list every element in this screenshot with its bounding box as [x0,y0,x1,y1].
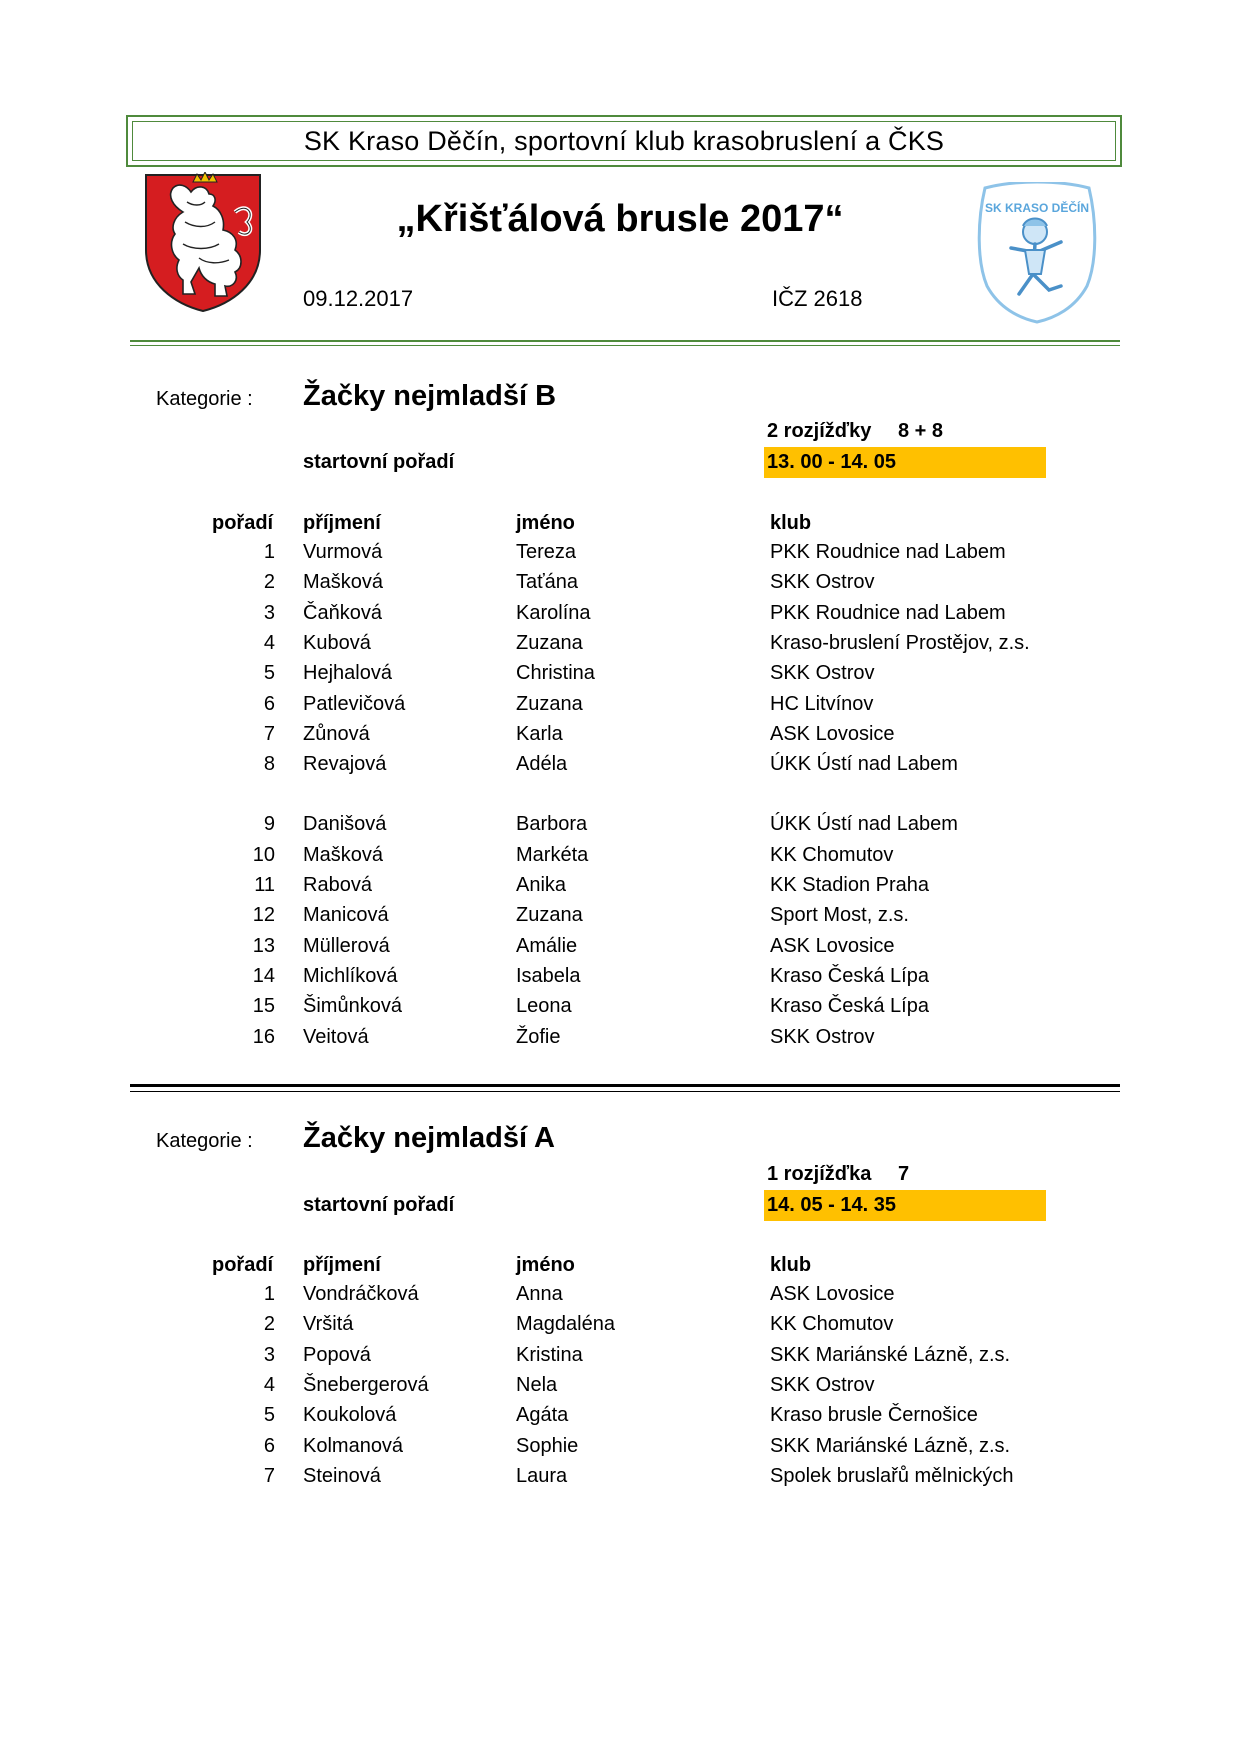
row-club: Sport Most, z.s. [770,904,909,927]
table-row [0,1461,1240,1491]
heats-count: 7 [898,1163,910,1185]
row-surname: Müllerová [303,934,390,957]
row-name: Taťána [516,571,578,594]
table-row [0,598,1240,628]
table-row [0,749,1240,779]
row-club: ÚKK Ústí nad Labem [770,813,958,836]
row-surname: Kolmanová [303,1434,404,1457]
table-row [0,961,1240,991]
row-club: SKK Ostrov [770,571,875,594]
row-surname: Mašková [303,843,384,866]
row-surname: Šimůnková [303,995,402,1018]
row-order: 3 [263,1343,275,1366]
event-title: „Křišťálová brusle 2017“ [396,198,844,240]
col-header-club: klub [770,512,812,534]
row-club: KK Chomutov [770,843,894,866]
row-name: Anna [516,1283,563,1305]
table-row [0,1400,1240,1430]
row-club: Kraso brusle Černošice [770,1404,978,1427]
row-surname: Patlevičová [303,692,406,715]
time-range-badge: 14. 05 - 14. 35 [764,1190,1046,1221]
table-row [0,1022,1240,1052]
table-row [0,719,1240,749]
heats-label: 2 rozjížďky [767,420,872,442]
row-surname: Hejhalová [303,662,392,685]
heats-label: 1 rozjížďka [767,1163,872,1185]
row-order: 14 [252,964,275,987]
col-header-name: jméno [516,1254,575,1276]
category-name: Žačky nejmladší A [303,1122,555,1154]
row-surname: Mašková [303,571,384,594]
row-club: PKK Roudnice nad Labem [770,541,1006,563]
row-surname: Vršitá [303,1313,354,1336]
row-name: Karolína [516,601,591,624]
table-row [0,931,1240,961]
table-row [0,840,1240,870]
row-order: 2 [263,571,275,594]
row-surname: Zůnová [303,722,370,745]
row-club: SKK Ostrov [770,1025,875,1048]
row-order: 5 [263,1404,275,1427]
table-row [0,1370,1240,1400]
row-order: 9 [263,813,275,836]
row-club: SKK Ostrov [770,1373,875,1396]
row-surname: Kubová [303,631,371,654]
row-name: Agáta [516,1404,569,1427]
col-header-surname: příjmení [303,1254,381,1276]
row-surname: Danišová [303,813,387,836]
row-name: Markéta [516,843,589,866]
row-club: SKK Ostrov [770,662,875,685]
event-date: 09.12.2017 [303,286,414,311]
row-surname: Revajová [303,753,387,776]
club-name: SK Kraso Děčín, sportovní klub krasobruslení a ČKS [303,125,945,156]
row-name: Laura [516,1464,568,1487]
header-box-inner [132,121,1116,161]
row-name: Sophie [516,1434,579,1457]
row-name: Tereza [516,541,577,563]
row-surname: Šnebergerová [303,1373,429,1396]
row-club: Spolek bruslařů mělnických [770,1464,1014,1487]
heats-count: 8 + 8 [898,420,944,442]
table-row [0,689,1240,719]
col-header-order: pořadí [212,1254,274,1276]
row-order: 7 [263,722,275,745]
row-name: Nela [516,1373,558,1396]
city-crest-icon [143,172,263,314]
col-header-name: jméno [516,512,575,534]
row-order: 8 [263,753,275,776]
row-name: Leona [516,995,572,1018]
header-box [126,115,1122,167]
row-order: 15 [252,995,275,1018]
row-surname: Čaňková [303,601,382,624]
row-surname: Vondráčková [303,1283,419,1305]
table-row [0,1431,1240,1461]
col-header-club: klub [770,1254,812,1276]
category-label: Kategorie : [156,388,253,410]
row-name: Karla [516,722,563,745]
category-name: Žačky nejmladší B [303,380,557,412]
table-row [0,537,1240,567]
row-surname: Koukolová [303,1404,397,1427]
row-club: HC Litvínov [770,692,874,715]
row-order: 2 [263,1313,275,1336]
header-divider-thin [130,345,1120,346]
row-order: 1 [263,541,275,563]
row-surname: Veitová [303,1025,369,1048]
row-club: ASK Lovosice [770,1283,895,1305]
row-club: ASK Lovosice [770,722,895,745]
table-row [0,900,1240,930]
row-name: Isabela [516,964,581,987]
start-order-label: startovní pořadí [303,451,455,473]
row-name: Zuzana [516,904,583,927]
club-logo-text: SK KRASO DĚČÍN [984,201,1090,215]
row-order: 7 [263,1464,275,1487]
row-club: PKK Roudnice nad Labem [770,601,1006,624]
row-order: 10 [252,843,275,866]
row-order: 12 [252,904,275,927]
row-order: 6 [263,1434,275,1457]
row-order: 3 [263,601,275,624]
start-order-label: startovní pořadí [303,1194,455,1216]
row-order: 16 [252,1025,275,1048]
section-divider [130,1084,1120,1087]
time-range-badge: 13. 00 - 14. 05 [764,447,1046,478]
row-name: Adéla [516,753,568,776]
row-name: Magdaléna [516,1313,615,1336]
row-name: Žofie [516,1025,561,1048]
row-name: Kristina [516,1343,583,1366]
row-name: Barbora [516,813,588,836]
row-name: Amálie [516,934,578,957]
col-header-order: pořadí [212,512,274,534]
table-row [0,991,1240,1021]
row-club: ÚKK Ústí nad Labem [770,753,958,776]
row-order: 11 [254,874,275,896]
table-row [0,658,1240,688]
row-club: SKK Mariánské Lázně, z.s. [770,1434,1011,1457]
row-order: 4 [263,631,275,654]
row-name: Zuzana [516,631,583,654]
row-surname: Manicová [303,904,389,927]
club-logo-icon [975,182,1099,324]
row-club: Kraso Česká Lípa [770,964,929,987]
row-name: Christina [516,662,595,685]
category-label: Kategorie : [156,1130,253,1152]
row-club: KK Chomutov [770,1313,894,1336]
table-row [0,628,1240,658]
section-divider-thin [130,1091,1120,1092]
row-club: Kraso Česká Lípa [770,995,929,1018]
row-order: 1 [263,1283,275,1305]
row-surname: Popová [303,1343,371,1366]
row-club: ASK Lovosice [770,934,895,957]
row-surname: Michlíková [303,964,398,987]
row-order: 5 [263,662,275,685]
event-id: IČZ 2618 [772,286,863,311]
header-divider [130,340,1120,342]
row-name: Zuzana [516,692,583,715]
table-row [0,567,1240,597]
table-row [0,1340,1240,1370]
row-surname: Rabová [303,874,372,896]
row-order: 6 [263,692,275,715]
col-header-surname: příjmení [303,512,381,534]
row-order: 13 [252,934,275,957]
row-name: Anika [516,874,567,896]
table-row [0,809,1240,839]
row-club: SKK Mariánské Lázně, z.s. [770,1343,1011,1366]
table-row [0,870,1240,900]
table-row [0,1309,1240,1339]
row-surname: Vurmová [303,541,383,563]
row-club: Kraso-bruslení Prostějov, z.s. [770,631,1030,654]
row-surname: Steinová [303,1464,381,1487]
table-row [0,1279,1240,1309]
row-club: KK Stadion Praha [770,874,929,896]
row-order: 4 [263,1373,275,1396]
